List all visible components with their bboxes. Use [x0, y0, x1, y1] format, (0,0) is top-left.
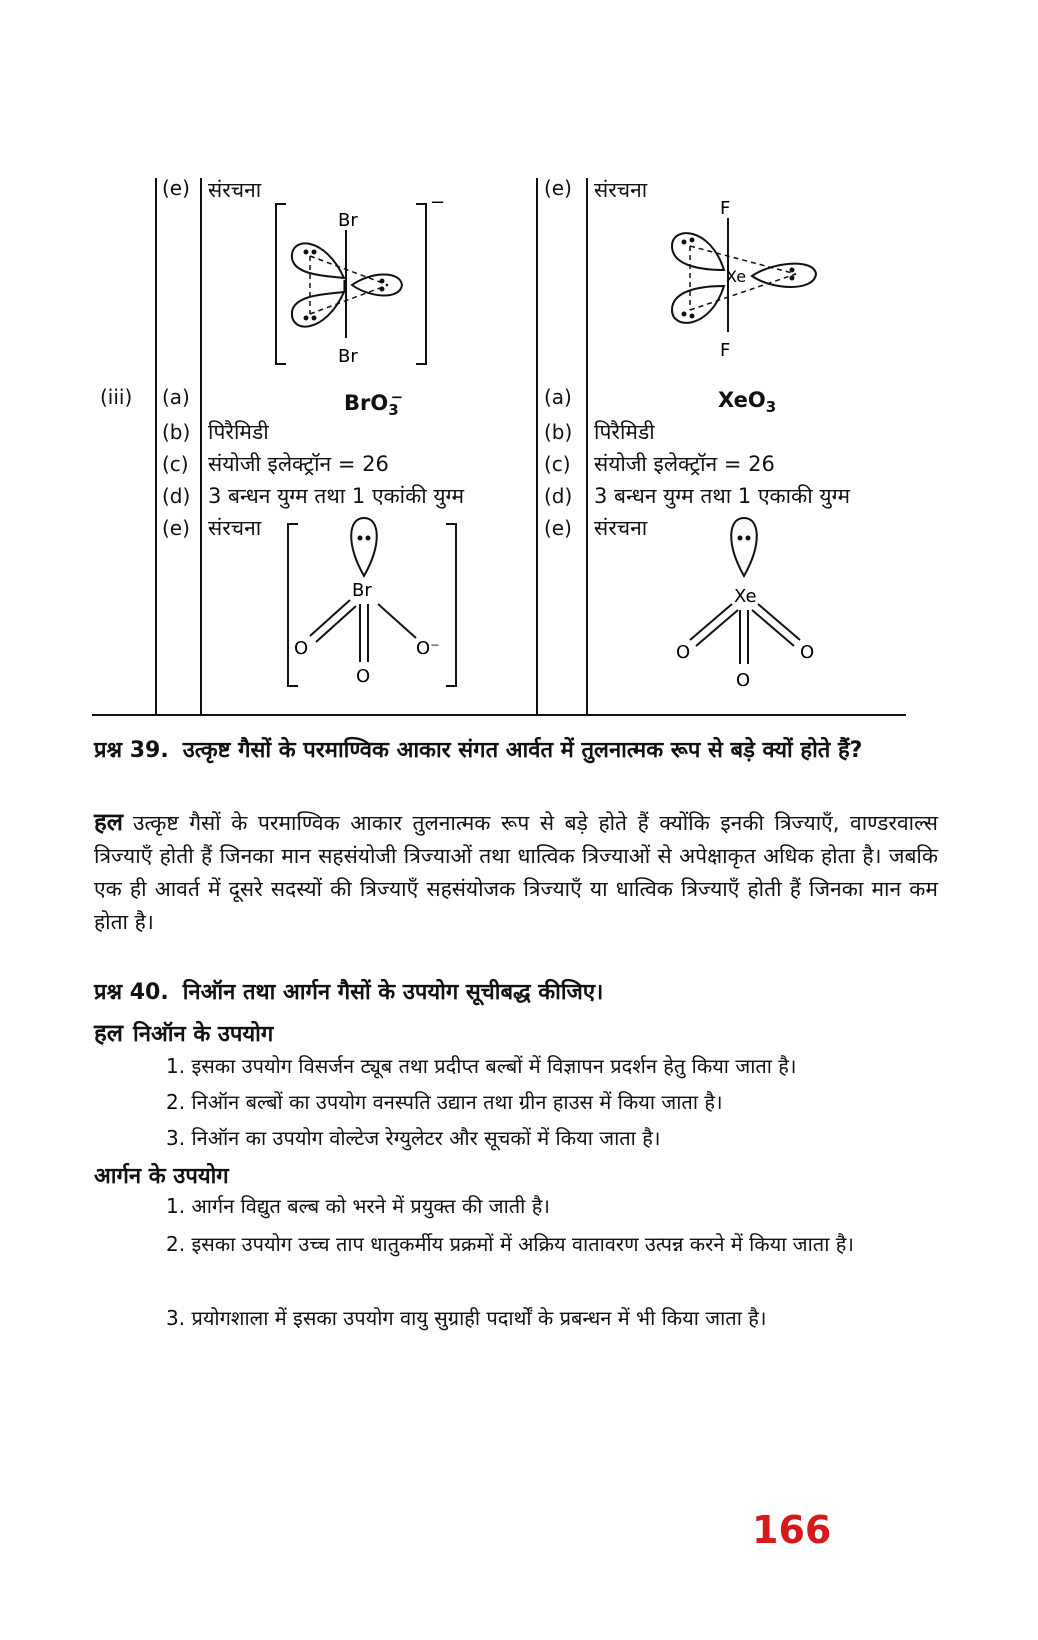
argon-use-item: 3. प्रयोगशाला में इसका उपयोग वायु सुग्राही पदार्थों के प्रबन्धन में भी किया जाता है। — [166, 1306, 767, 1330]
left-formula — [344, 388, 403, 419]
question-39 — [94, 734, 934, 768]
right-formula-sub: 3 — [765, 398, 777, 417]
right-b-text: पिरैमिडी — [594, 420, 655, 444]
left-c-label: (c) — [162, 452, 189, 476]
neon-use-item: 1. इसका उपयोग विसर्जन ट्यूब तथा प्रदीप्त बल्बों में विज्ञापन प्रदर्शन हेतु किया जाता है। — [166, 1054, 797, 1078]
table-divider — [586, 178, 588, 714]
question-40-label: प्रश्न 40. — [94, 980, 169, 1005]
right-e-label: (e) — [544, 516, 572, 540]
table-divider — [200, 178, 202, 714]
charge-sign: − — [430, 196, 446, 213]
right-d-text: 3 बन्धन युग्म तथा 1 एकाकी युग्म — [594, 484, 851, 508]
iodine-center-atom: I — [342, 277, 347, 295]
answer-40-hal-label: हल — [94, 1019, 124, 1047]
f-bottom-atom: F — [720, 340, 731, 361]
neon-use-item: 3. निऑन का उपयोग वोल्टेज रेग्युलेटर और सूचकों में किया जाता है। — [166, 1126, 661, 1150]
question-40-text: निऑन तथा आर्गन गैसों के उपयोग सूचीबद्ध कीजिए। — [182, 980, 604, 1005]
left-b-text: पिरैमिडी — [208, 420, 269, 444]
left-c-text: संयोजी इलेक्ट्रॉन = 26 — [208, 452, 389, 476]
right-c-label: (c) — [544, 452, 571, 476]
right-d-label: (d) — [544, 484, 573, 508]
right-c-text: संयोजी इलेक्ट्रॉन = 26 — [594, 452, 775, 476]
bromate-structure — [282, 514, 462, 692]
left-b-label: (b) — [162, 420, 191, 444]
br-center-atom: Br — [352, 580, 372, 601]
question-39-text: उत्कृष्ट गैसों के परमाण्विक आकार संगत आर्वत में तुलनात्मक रूप से बड़े क्यों होते हैं? — [182, 738, 863, 763]
answer-39-text: उत्कृष्ट गैसों के परमाण्विक आकार तुलनात्मक रूप से बड़े होते हैं क्योंकि इनकी त्रिज्याएँ, वाण्डरवाल्स त्रिज्याएँ होती हैं जिनका मान सहसंयोजी त्रिज्याओं तथा धात्विक त्रिज्याओं से अपेक्षाकृत अधिक होता है। जबकि एक ही आवर्त में दूसरे सदस्यों की त्रिज्याएँ सहसंयोजक त्रिज्याएँ या धात्विक त्रिज्याएँ होती हैं जिनका मान कम होता है। — [94, 811, 938, 934]
left-top-e-text: संरचना — [208, 178, 262, 202]
right-formula — [718, 388, 776, 416]
question-40 — [94, 976, 934, 1010]
page-number: 166 — [752, 1508, 832, 1552]
xenon-trioxide-structure — [670, 514, 830, 692]
right-top-e-label: (e) — [544, 176, 572, 200]
xe-center-atom-2: Xe — [734, 586, 757, 607]
right-e-text: संरचना — [594, 516, 648, 540]
right-formula-main: XeO — [718, 388, 766, 412]
xenon-difluoride-structure — [660, 196, 830, 366]
left-top-e-label: (e) — [162, 176, 190, 200]
argon-uses-heading: आर्गन के उपयोग — [94, 1164, 229, 1189]
br-top-atom: Br — [338, 210, 358, 231]
table-divider — [155, 178, 157, 714]
table-divider — [536, 178, 538, 714]
xe-center-atom: Xe — [726, 267, 747, 286]
answer-39-hal-label: हल — [94, 808, 124, 836]
left-d-text: 3 बन्धन युग्म तथा 1 एकांकी युग्म — [208, 484, 465, 508]
o-bottom-atom-2: O — [736, 670, 751, 691]
neon-uses-heading — [94, 1016, 273, 1049]
br-bottom-atom: Br — [338, 346, 358, 367]
left-e-text: संरचना — [208, 516, 262, 540]
right-top-e-text: संरचना — [594, 178, 648, 202]
right-a-label: (a) — [544, 385, 572, 409]
o-left-atom: O — [294, 638, 309, 659]
left-formula-main: BrO — [344, 391, 389, 415]
table-bottom-rule — [92, 714, 906, 716]
iodine-dibromide-structure — [270, 196, 450, 372]
answer-39 — [94, 806, 938, 939]
left-formula-sub: 3 — [388, 401, 399, 420]
left-a-label: (a) — [162, 385, 190, 409]
left-formula-sup: − — [390, 388, 404, 406]
o-left-atom-2: O — [676, 642, 691, 663]
o-bottom-atom: O — [356, 666, 371, 687]
left-e-label: (e) — [162, 516, 190, 540]
row-label: (iii) — [100, 385, 133, 409]
o-right-atom: O⁻ — [416, 638, 440, 659]
argon-use-item: 2. इसका उपयोग उच्च ताप धातुकर्मीय प्रक्रमों में अक्रिय वातावरण उत्पन्न करने में किया जाता है। — [166, 1232, 854, 1256]
o-right-atom-2: O — [800, 642, 815, 663]
argon-use-item: 1. आर्गन विद्युत बल्ब को भरने में प्रयुक्त की जाती है। — [166, 1194, 550, 1218]
neon-heading-text: निऑन के उपयोग — [133, 1022, 274, 1047]
f-top-atom: F — [720, 198, 731, 219]
right-b-label: (b) — [544, 420, 573, 444]
neon-use-item: 2. निऑन बल्बों का उपयोग वनस्पति उद्यान तथा ग्रीन हाउस में किया जाता है। — [166, 1090, 723, 1114]
question-39-label: प्रश्न 39. — [94, 738, 169, 763]
left-d-label: (d) — [162, 484, 191, 508]
